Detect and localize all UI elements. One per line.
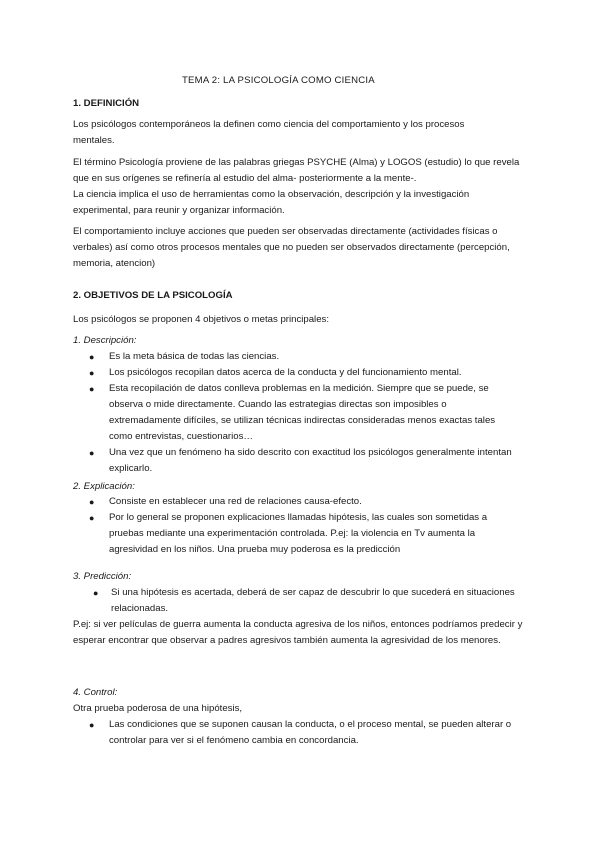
bullet-icon: ● [89,448,95,458]
bullet-icon: ● [89,513,95,523]
list-explicacion [73,494,523,558]
list-control [73,717,533,749]
paragraph-prediccion-ejemplo: P.ej: si ver películas de guerra aumenta la conducta agresiva de los niños, entonces podríamos predecir y esperar encontrar que observar a padres agresivos también aumenta la agresividad de los menores. [73,619,523,646]
subheading-explicacion: 2. Explicación: [73,481,135,492]
bullet-icon: ● [89,368,95,378]
bullet-icon: ● [89,384,95,394]
list-item: ● Por lo general se proponen explicaciones llamadas hipótesis, las cuales son sometidas a pruebas mediante una experimentación controlada. P.ej: la violencia en Tv aumenta la agresividad en los niños. Una prueba muy poderosa es la predicción [89,512,488,555]
subheading-descripcion: 1. Descripción: [73,335,137,346]
bullet-icon: ● [89,497,95,507]
bullet-icon: ● [93,588,99,598]
list-item: ● Es la meta básica de todas las ciencias. [73,349,513,365]
list-item: ● Esta recopilación de datos conlleva problemas en la medición. Siempre que se puede, se observa o mide directamente. Cuando las estrategias directas son imposibles o extremadamente difíciles, se utilizan técnicas indirectas consideradas menos exactas tales como entrevistas, cuestionarios… [89,383,496,442]
paragraph-objetivos-intro: Los psicólogos se proponen 4 objetivos o metas principales: [73,314,329,325]
paragraph-ciencia: La ciencia implica el uso de herramientas como la observación, descripción y la investigación experimental, para reunir y organizar información. [73,189,470,216]
subheading-prediccion: 3. Predicción: [73,571,132,582]
list-prediccion [73,585,533,617]
heading-definicion: 1. DEFINICIÓN [73,98,140,109]
bullet-icon: ● [89,720,95,730]
list-item: ● Los psicólogos recopilan datos acerca de la conducta y del funcionamiento mental. [73,365,513,381]
paragraph-comportamiento: El comportamiento incluye acciones que pueden ser observadas directamente (actividades físicas o verbales) así como otros procesos mentales que no pueden ser observados directamente (percepción, memoria, atencion) [73,226,510,269]
paragraph-definicion: Los psicólogos contemporáneos la definen como ciencia del comportamiento y los procesos mentales. [73,119,465,146]
paragraph-control-intro: Otra prueba poderosa de una hipótesis, [73,703,243,714]
heading-objetivos: 2. OBJETIVOS DE LA PSICOLOGÍA [73,290,233,301]
list-item: ● Una vez que un fenómeno ha sido descrito con exactitud los psicólogos generalmente intentan explicarlo. [89,447,512,474]
subheading-control: 4. Control: [73,687,118,698]
paragraph-etimologia: El término Psicología proviene de las palabras griegas PSYCHE (Alma) y LOGOS (estudio) lo que revela que en sus orígenes se refinería al estudio del alma- posteriormente a la mente-. [73,157,520,184]
page-title: TEMA 2: LA PSICOLOGÍA COMO CIENCIA [182,75,375,86]
list-item: ● Consiste en establecer una red de relaciones causa-efecto. [73,494,523,510]
bullet-icon: ● [89,352,95,362]
list-descripcion [73,349,513,477]
list-item: ● Las condiciones que se suponen causan la conducta, o el proceso mental, se pueden alterar o controlar para ver si el fenómeno cambia en concordancia. [89,719,512,746]
list-item: ● Si una hipótesis es acertada, deberá de ser capaz de descubrir lo que sucederá en situaciones relacionadas. [93,587,515,614]
